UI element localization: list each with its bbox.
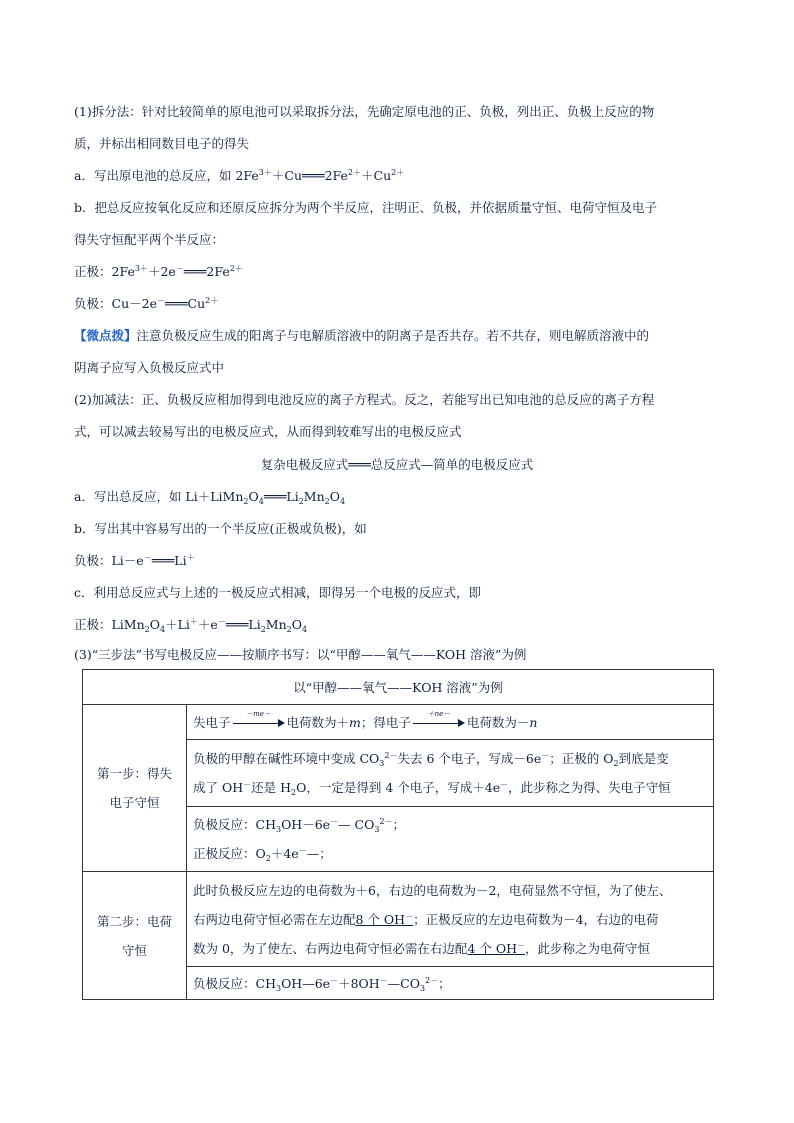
step2-reaction: 负极反应：$CH_3OH—6e^-+8OH^-—CO_3^{2-}$； — [187, 967, 714, 1000]
step1-electron-transfer-row: 失电子 －me－ 电荷数为＋m；得电子 ＋ne－ 电荷数为－n — [187, 705, 714, 740]
table-header: 以“甲醇——氧气——KOH 溶液”为例 — [83, 670, 714, 705]
p3-heading: (3)“三步法”书写电极反应——按顺序书写：以“甲醇——氧气——KOH 溶液”为例 — [74, 647, 527, 662]
p1-line2: 质，并标出相同数目电子的得失 — [74, 136, 250, 151]
p2-b-line: b．写出其中容易写出的一个半反应(正极或负极)，如 — [74, 521, 367, 536]
p2-formula: 复杂电极反应式═══总反应式—简单的电极反应式 — [260, 457, 534, 472]
p1-line1: (1)拆分法：针对比较简单的原电池可以采取拆分法，先确定原电池的正、负极，列出正、负极上反应的物 — [74, 104, 655, 119]
step1-explanation: 负极的甲醇在碱性环境中变成 $CO_3^{2-}$失去 6 个电子，写成－6e－；正极的 $O_2$到底是变 成了 OH－还是 $H_2O$，一定是得到 4 个电子，写成＋4e－，此步称之为得、失电子守恒 — [187, 740, 714, 807]
step1-reactions: 负极反应：$CH_3OH-6e^-—$ $CO_3^{2-}$； 正极反应：$O_2+4e^-—$； — [187, 807, 714, 872]
step2-explanation: 此时负极反应左边的电荷数为＋6，右边的电荷数为－2，电荷显然不守恒，为了使左、 右两边电荷守恒必需在左边配8 个 OH－；正极反应的左边电荷数为－4，右边的电荷 数为 0，为了使左、右两边电荷守恒必需在右边配4 个 OH－，此步称之为电荷守恒 — [187, 872, 714, 967]
lose-electron-arrow-icon: －me－ — [233, 716, 285, 730]
step1-title: 第一步：得失 电子守恒 — [83, 705, 187, 872]
three-step-table — [82, 669, 714, 1000]
p1-b-line1: b．把总反应按氧化反应和还原反应拆分为两个半反应，注明正、负极，并依据质量守恒、电荷守恒及电子 — [74, 200, 658, 215]
p1-b-line2: 得失守恒配平两个半反应： — [74, 232, 225, 247]
gain-electron-arrow-icon: ＋ne－ — [413, 716, 465, 730]
tip-line2: 阴离子应写入负极反应式中 — [74, 360, 225, 375]
step2-title: 第二步：电荷 守恒 — [83, 872, 187, 1000]
p1-a-equation: a．写出原电池的总反应，如 $2Fe^{3+}+Cu═══2Fe^{2+}+Cu^{2+}$ — [74, 168, 405, 183]
p2-a-equation: a．写出总反应，如 $Li+LiMn_2O_4═══Li_2Mn_2O_4$ — [74, 489, 346, 506]
p1-positive-electrode: 正极：$2Fe^{3+}+2e^-═══2Fe^{2+}$ — [74, 264, 243, 279]
p2-negative-electrode: 负极：Li－e－═══Li＋ — [74, 553, 195, 568]
tip-line1: 【微点拨】注意负极反应生成的阳离子与电解质溶液中的阴离子是否共存。若不共存，则电解质溶液中的 — [74, 328, 650, 343]
tip-label: 【微点拨】 — [74, 328, 137, 343]
p2-positive-electrode: 正极：$LiMn_2O_4+Li^++e^-═══Li_2Mn_2O_4$ — [74, 617, 308, 634]
p2-c-line: c．利用总反应式与上述的一极反应式相减，即得另一个电极的反应式，即 — [74, 585, 482, 600]
p1-negative-electrode: 负极：$Cu-2e^-═══Cu^{2+}$ — [74, 296, 219, 311]
p2-line1: (2)加减法：正、负极反应相加得到电池反应的离子方程式。反之，若能写出已知电池的总反应的离子方程 — [74, 392, 655, 407]
p2-line2: 式，可以减去较易写出的电极反应式，从而得到较难写出的电极反应式 — [74, 424, 462, 439]
